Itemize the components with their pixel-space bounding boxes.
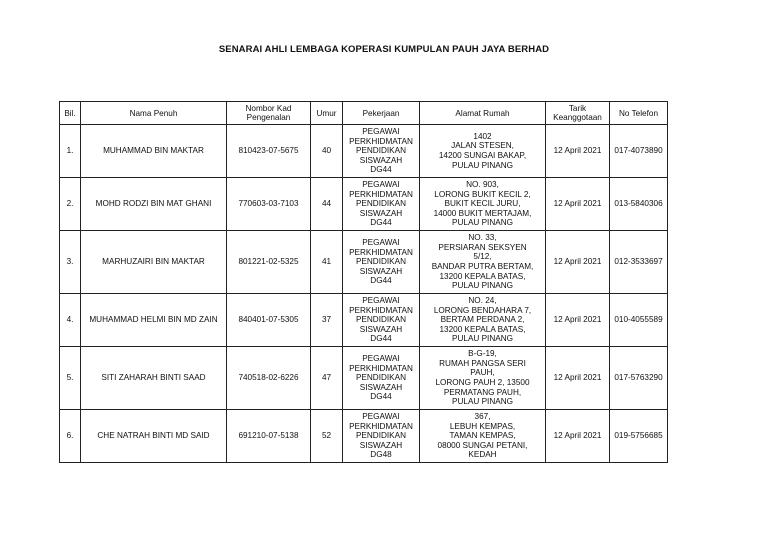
- cell-bil: 3.: [60, 231, 81, 294]
- pekerjaan-line: PENDIDIKAN: [355, 373, 407, 383]
- pekerjaan-line: DG44: [370, 334, 392, 344]
- pekerjaan-line: PENDIDIKAN: [355, 146, 407, 156]
- pekerjaan-line: PENDIDIKAN: [355, 257, 407, 267]
- cell-nombor-kad: 691210-07-5138: [227, 410, 311, 463]
- alamat-line: 13200 KEPALA BATAS,: [439, 324, 526, 334]
- cell-pekerjaan: [343, 231, 420, 294]
- pekerjaan-line: DG44: [370, 392, 392, 402]
- cell-tarikh-keanggotaan: 12 April 2021: [546, 178, 610, 231]
- alamat-line: NO. 24,: [468, 296, 497, 306]
- cell-nama-penuh: SITI ZAHARAH BINTI SAAD: [81, 347, 227, 410]
- cell-nombor-kad: 840401-07-5305: [227, 294, 311, 347]
- header-alamat-rumah: Alamat Rumah: [420, 102, 546, 125]
- pekerjaan-line: PERKHIDMATAN: [349, 305, 413, 315]
- cell-pekerjaan: [343, 294, 420, 347]
- table-row: [60, 294, 668, 347]
- alamat-line: PERMATANG PAUH,: [443, 387, 522, 397]
- cell-nama-penuh: MUHAMMAD BIN MAKTAR: [81, 125, 227, 178]
- header-nombor-kad: [227, 102, 311, 125]
- pekerjaan-line: PERKHIDMATAN: [349, 421, 413, 431]
- cell-pekerjaan: [343, 125, 420, 178]
- pekerjaan-line: SISWAZAH: [359, 155, 403, 165]
- table-row: [60, 347, 668, 410]
- alamat-line: PULAU PINANG: [452, 334, 513, 344]
- cell-pekerjaan: [343, 410, 420, 463]
- pekerjaan-line: PERKHIDMATAN: [349, 189, 413, 199]
- alamat-line: PAUH,: [470, 368, 495, 378]
- cell-nombor-kad: 770603-03-7103: [227, 178, 311, 231]
- cell-pekerjaan: [343, 178, 420, 231]
- cell-no-telefon: 019-5756685: [610, 410, 668, 463]
- alamat-line: BANDAR PUTRA BERTAM,: [431, 262, 534, 271]
- header-tarikh-keanggotaan: [546, 102, 610, 125]
- cell-nama-penuh: CHE NATRAH BINTI MD SAID: [81, 410, 227, 463]
- header-row: [60, 102, 668, 125]
- table-row: [60, 125, 668, 178]
- alamat-line: LORONG BENDAHARA 7,: [433, 305, 532, 315]
- cell-tarikh-keanggotaan: 12 April 2021: [546, 294, 610, 347]
- alamat-line: 367,: [474, 412, 491, 422]
- cell-alamat-rumah: [420, 231, 546, 294]
- alamat-line: 14000 BUKIT MERTAJAM,: [433, 208, 532, 218]
- alamat-line: B-G-19,: [468, 349, 497, 359]
- alamat-line: BERTAM PERDANA 2,: [440, 315, 525, 325]
- pekerjaan-line: PEGAWAI: [362, 412, 400, 422]
- cell-tarikh-keanggotaan: 12 April 2021: [546, 410, 610, 463]
- cell-alamat-rumah: [420, 125, 546, 178]
- alamat-line: NO. 903,: [466, 180, 499, 190]
- pekerjaan-line: SISWAZAH: [359, 324, 403, 334]
- pekerjaan-line: PENDIDIKAN: [355, 431, 407, 441]
- alamat-line: PULAU PINANG: [452, 397, 513, 407]
- cell-no-telefon: 013-5840306: [610, 178, 668, 231]
- cell-pekerjaan: [343, 347, 420, 410]
- alamat-line: 14200 SUNGAI BAKAP,: [438, 151, 527, 160]
- alamat-line: PULAU PINANG: [452, 218, 513, 228]
- cell-nombor-kad: 801221-02-5325: [227, 231, 311, 294]
- pekerjaan-line: DG44: [370, 218, 392, 228]
- alamat-line: TAMAN KEMPAS,: [449, 431, 516, 441]
- pekerjaan-line: PERKHIDMATAN: [349, 247, 413, 257]
- pekerjaan-line: PENDIDIKAN: [355, 199, 407, 209]
- cell-bil: 1.: [60, 125, 81, 178]
- pekerjaan-line: DG48: [370, 450, 392, 460]
- cell-nama-penuh: MUHAMMAD HELMI BIN MD ZAIN: [81, 294, 227, 347]
- header-nombor-kad-line: Nombor Kad: [245, 104, 292, 113]
- cell-bil: 2.: [60, 178, 81, 231]
- header-pekerjaan: Pekerjaan: [343, 102, 420, 125]
- header-nombor-kad-line: Pengenalan: [246, 113, 291, 122]
- header-bil: Bil.: [60, 102, 81, 125]
- members-table: [59, 101, 668, 463]
- pekerjaan-line: PEGAWAI: [362, 180, 400, 190]
- alamat-line: 08000 SUNGAI PETANI,: [437, 440, 528, 450]
- pekerjaan-line: PEGAWAI: [362, 127, 400, 137]
- cell-alamat-rumah: [420, 410, 546, 463]
- cell-umur: 37: [311, 294, 343, 347]
- table-row: [60, 410, 668, 463]
- cell-alamat-rumah: [420, 294, 546, 347]
- pekerjaan-line: PEGAWAI: [362, 238, 400, 248]
- cell-umur: 40: [311, 125, 343, 178]
- alamat-line: RUMAH PANGSA SERI: [439, 358, 526, 368]
- cell-tarikh-keanggotaan: 12 April 2021: [546, 231, 610, 294]
- cell-nama-penuh: MOHD RODZI BIN MAT GHANI: [81, 178, 227, 231]
- document-title: SENARAI AHLI LEMBAGA KOPERASI KUMPULAN PAUH JAYA BERHAD: [218, 44, 550, 55]
- cell-bil: 4.: [60, 294, 81, 347]
- alamat-line: LORONG BUKIT KECIL 2,: [434, 189, 531, 199]
- pekerjaan-line: SISWAZAH: [359, 266, 403, 276]
- alamat-line: LORONG PAUH 2, 13500: [435, 378, 530, 387]
- cell-umur: 41: [311, 231, 343, 294]
- cell-nama-penuh: MARHUZAIRI BIN MAKTAR: [81, 231, 227, 294]
- pekerjaan-line: PENDIDIKAN: [355, 315, 407, 325]
- cell-nombor-kad: 740518-02-6226: [227, 347, 311, 410]
- members-table-body: [60, 125, 668, 463]
- cell-umur: 44: [311, 178, 343, 231]
- alamat-line: 5/12,: [473, 252, 492, 262]
- header-tarikh-line: Tarik: [568, 104, 587, 113]
- cell-bil: 6.: [60, 410, 81, 463]
- pekerjaan-line: DG44: [370, 276, 392, 286]
- alamat-line: 13200 KEPALA BATAS,: [439, 271, 526, 281]
- alamat-line: PULAU PINANG: [452, 281, 513, 291]
- alamat-line: PERSIARAN SEKSYEN: [438, 242, 527, 252]
- pekerjaan-line: SISWAZAH: [359, 440, 403, 450]
- cell-nombor-kad: 810423-07-5675: [227, 125, 311, 178]
- header-umur: Umur: [311, 102, 343, 125]
- header-no-telefon: No Telefon: [610, 102, 668, 125]
- alamat-line: BUKIT KECIL JURU,: [444, 199, 521, 209]
- cell-umur: 52: [311, 410, 343, 463]
- pekerjaan-line: DG44: [370, 165, 392, 175]
- cell-bil: 5.: [60, 347, 81, 410]
- cell-no-telefon: 017-5763290: [610, 347, 668, 410]
- cell-tarikh-keanggotaan: 12 April 2021: [546, 125, 610, 178]
- cell-no-telefon: 012-3533697: [610, 231, 668, 294]
- header-tarikh-line: Keanggotaan: [553, 113, 602, 122]
- alamat-line: LEBUH KEMPAS,: [449, 421, 516, 431]
- cell-alamat-rumah: [420, 347, 546, 410]
- alamat-line: 1402: [473, 131, 492, 141]
- pekerjaan-line: SISWAZAH: [359, 382, 403, 392]
- table-row: [60, 178, 668, 231]
- table-row: [60, 231, 668, 294]
- cell-alamat-rumah: [420, 178, 546, 231]
- pekerjaan-line: PERKHIDMATAN: [349, 363, 413, 373]
- header-nama-penuh: Nama Penuh: [81, 102, 227, 125]
- cell-tarikh-keanggotaan: 12 April 2021: [546, 347, 610, 410]
- cell-no-telefon: 017-4073890: [610, 125, 668, 178]
- pekerjaan-line: SISWAZAH: [359, 208, 403, 218]
- alamat-line: JALAN STESEN,: [451, 141, 514, 151]
- alamat-line: PULAU PINANG: [452, 160, 513, 170]
- alamat-line: NO. 33,: [468, 233, 497, 243]
- pekerjaan-line: PERKHIDMATAN: [349, 136, 413, 146]
- pekerjaan-line: PEGAWAI: [362, 354, 400, 364]
- alamat-line: KEDAH: [468, 450, 497, 460]
- cell-umur: 47: [311, 347, 343, 410]
- cell-no-telefon: 010-4055589: [610, 294, 668, 347]
- pekerjaan-line: PEGAWAI: [362, 296, 400, 306]
